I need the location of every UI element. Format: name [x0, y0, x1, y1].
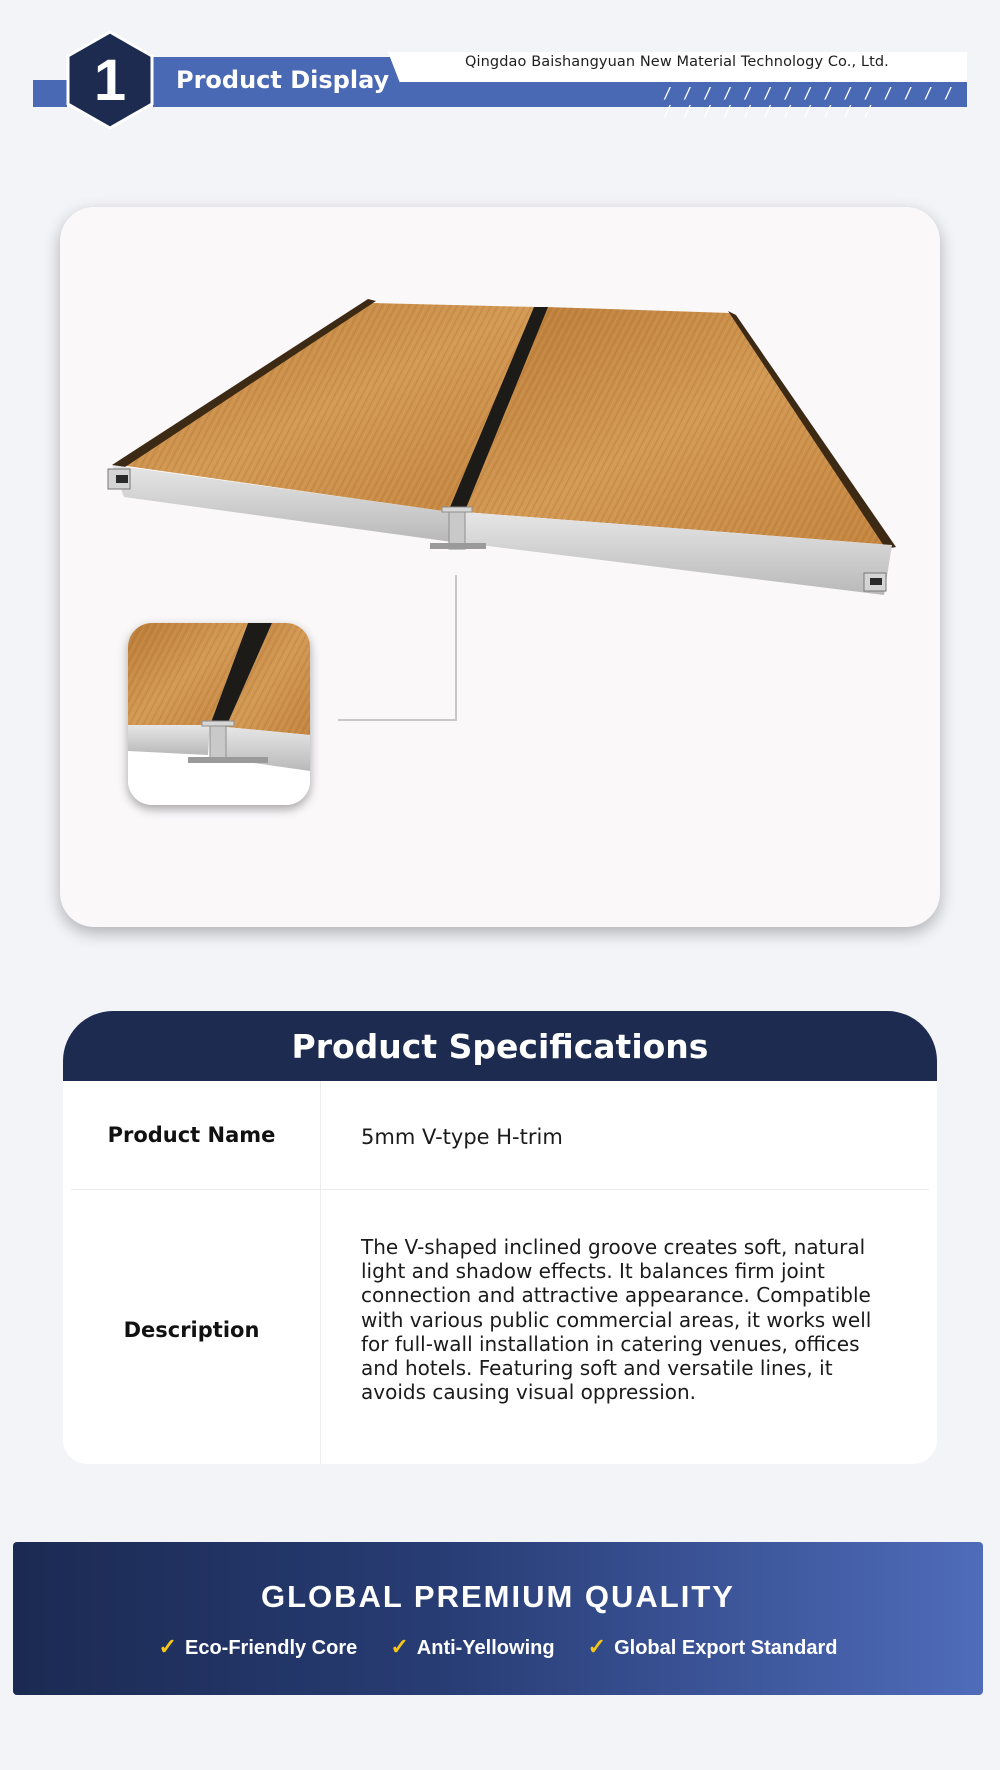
specs-table: [63, 1081, 937, 1464]
feature-label: Eco-Friendly Core: [184, 1637, 358, 1659]
decorative-slashes: / / / / / / / / / / / / / / / / / / / / / / / / / /: [663, 84, 954, 120]
specs-header: [63, 1011, 937, 1081]
row-divider: [71, 1189, 929, 1190]
column-divider: [320, 1081, 321, 1464]
product-name-label: Product Name: [107, 1123, 276, 1147]
quality-features: [13, 1634, 983, 1660]
detail-inset: [128, 623, 310, 805]
product-specifications: [63, 1011, 937, 1464]
header-accent-block: [33, 80, 67, 107]
feature-anti-yellowing: [390, 1634, 554, 1660]
h-trim-closeup-image: [128, 623, 310, 805]
feature-global-export: [588, 1634, 838, 1660]
description-value: The V-shaped inclined groove creates soft, natural light and shadow effects. It balances firm joint connection and attractive appearance. Compatible with various public commercial areas, it works well for full-wall installation in catering venues, offices and hotels. Featuring soft and versatile lines, it avoids causing visual oppression.: [361, 1235, 872, 1405]
check-icon: ✓: [390, 1634, 409, 1659]
wood-panel-h-trim-image: [60, 207, 940, 927]
quality-title: GLOBAL PREMIUM QUALITY: [261, 1579, 735, 1614]
feature-label: Anti-Yellowing: [416, 1637, 555, 1659]
section-number: 1: [93, 48, 127, 113]
description-label: Description: [123, 1318, 260, 1342]
check-icon: ✓: [158, 1634, 177, 1659]
hexagon-badge-icon: [66, 30, 154, 130]
product-display-card: [60, 207, 940, 927]
quality-banner: [13, 1542, 983, 1695]
check-icon: ✓: [587, 1634, 607, 1659]
section-title: Product Display: [176, 66, 390, 94]
section-header: [33, 30, 967, 122]
specs-title: Product Specifications: [291, 1026, 709, 1066]
company-name: Qingdao Baishangyuan New Material Technology Co., Ltd.: [465, 54, 889, 70]
feature-label: Global Export Standard: [614, 1637, 838, 1659]
product-name-value: 5mm V-type H-trim: [361, 1125, 563, 1149]
feature-eco-friendly: [159, 1634, 358, 1660]
